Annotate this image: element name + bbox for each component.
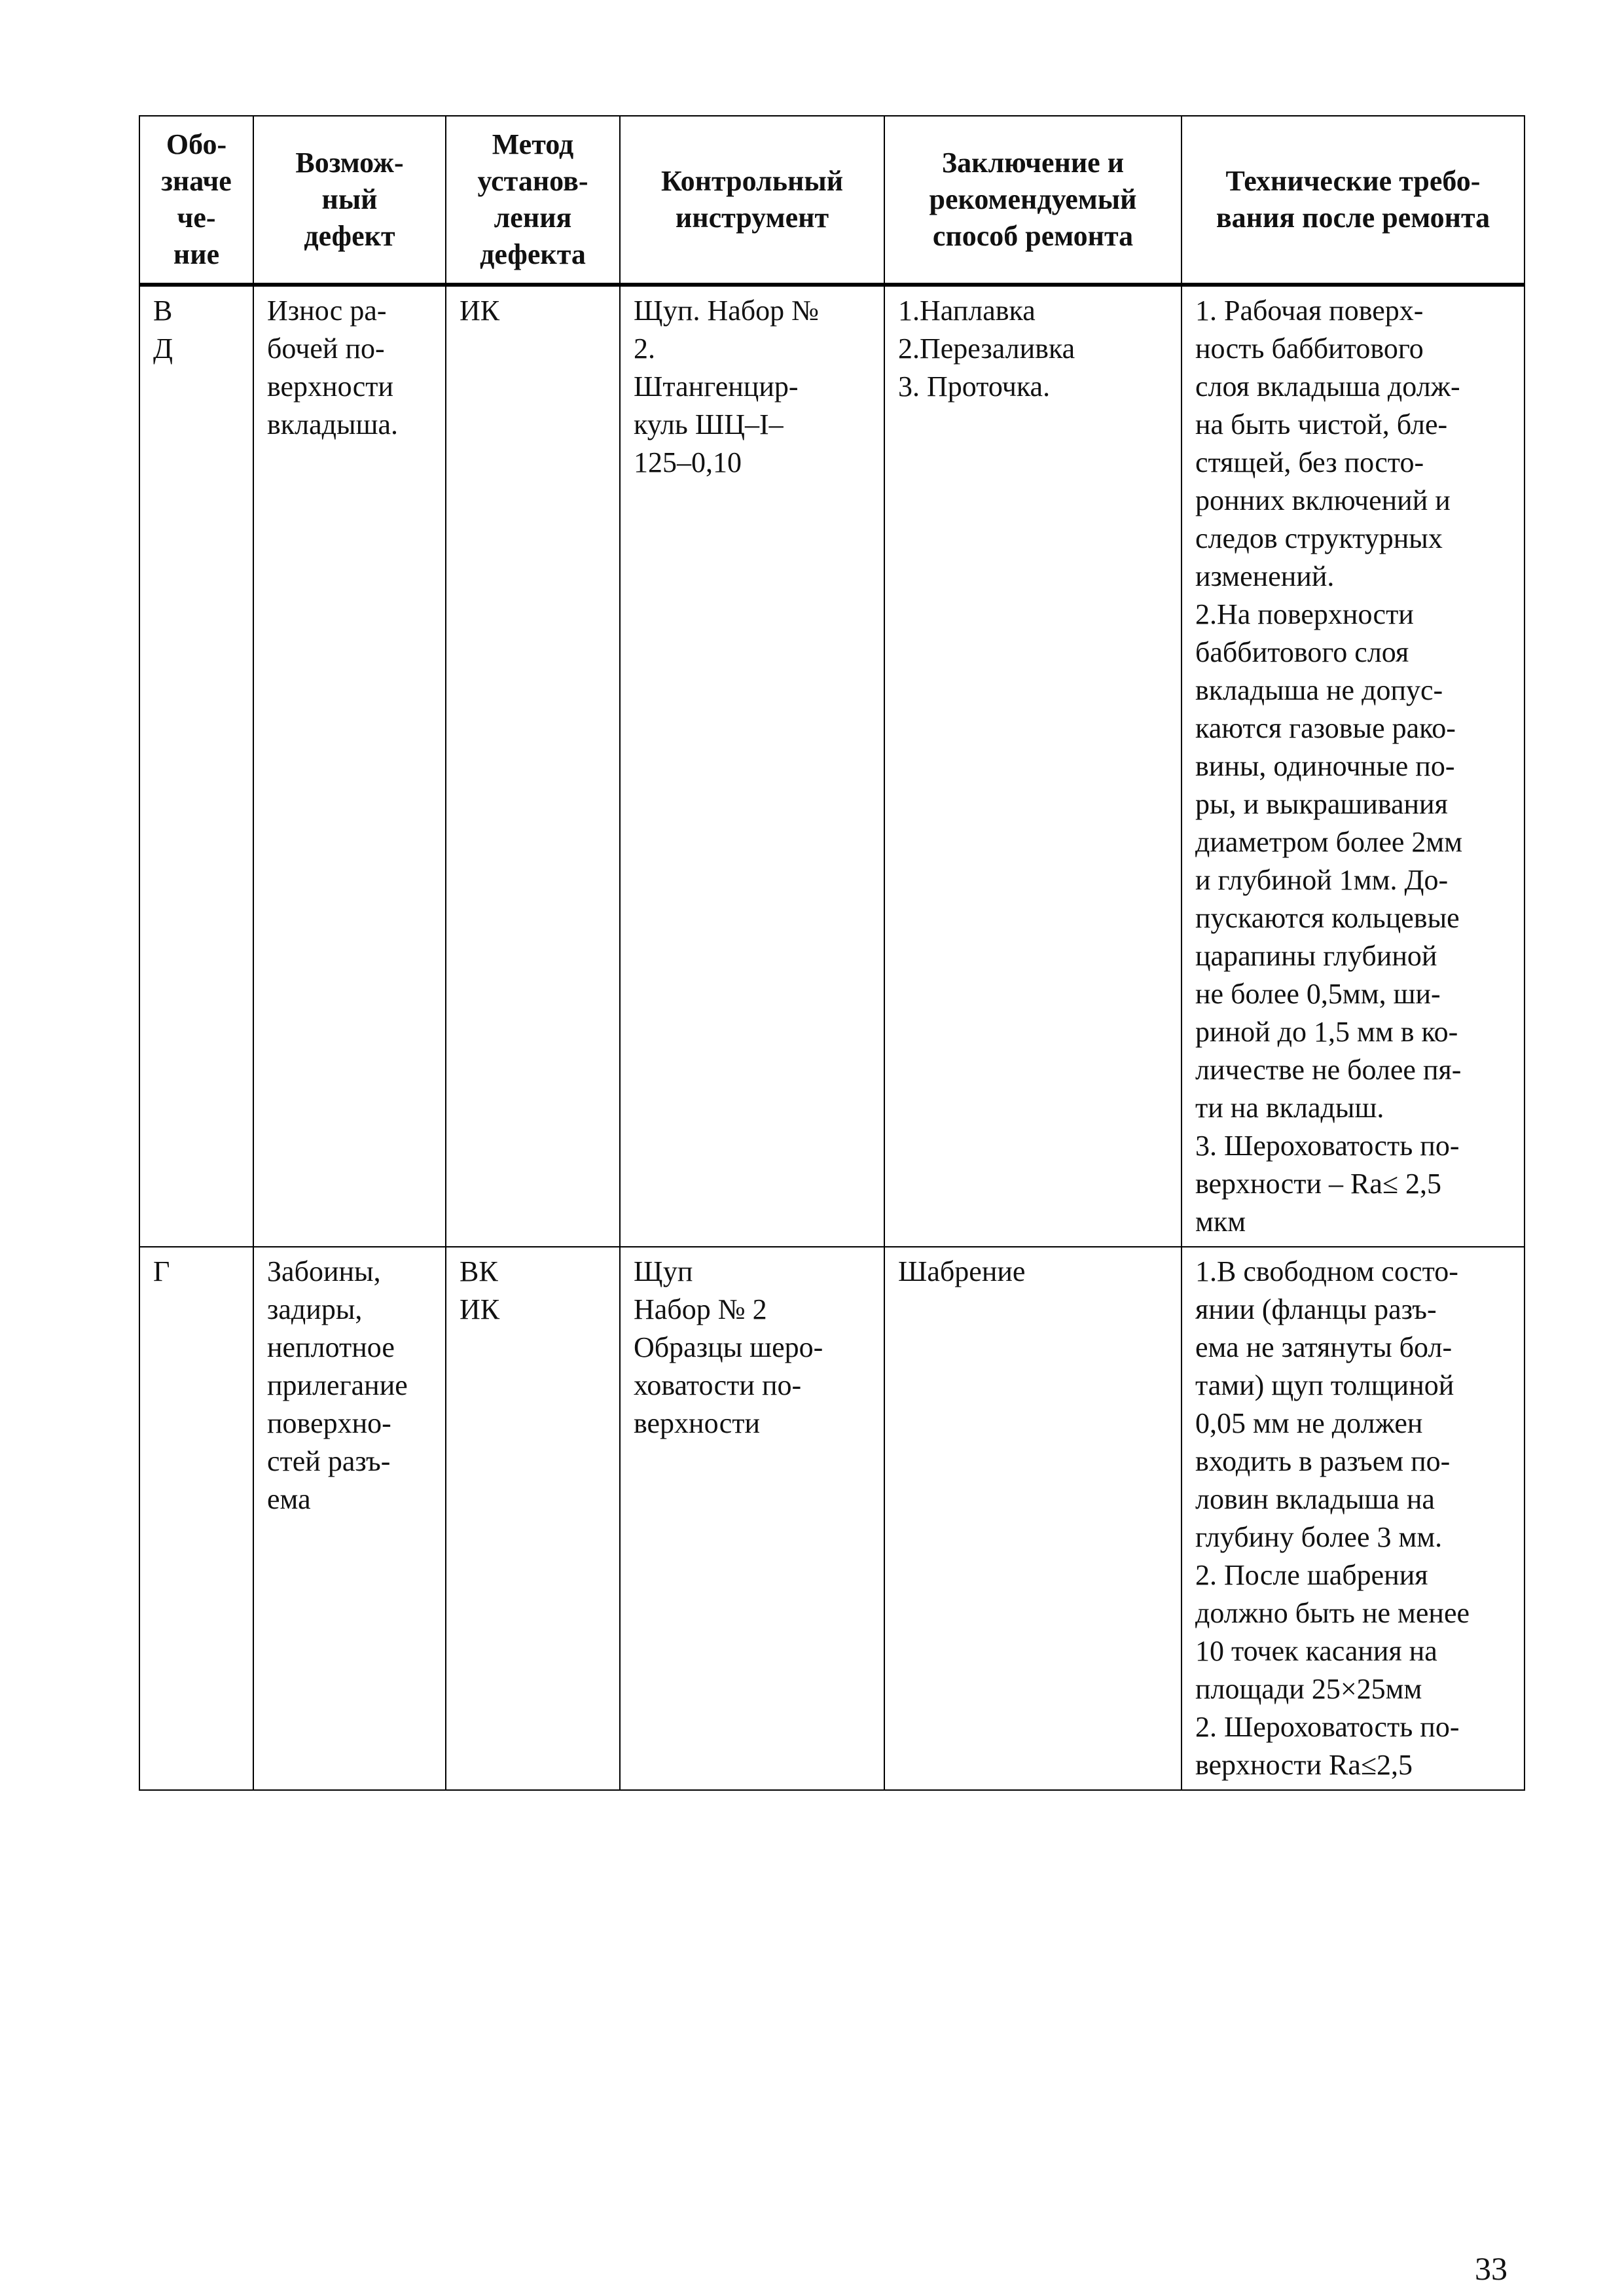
text-line: поверхно- bbox=[267, 1407, 391, 1439]
text-line: глубину более 3 мм. bbox=[1195, 1521, 1443, 1553]
header-requirements bbox=[1182, 116, 1525, 285]
text-line: неплотное bbox=[267, 1331, 395, 1363]
header-defect bbox=[253, 116, 446, 285]
text-line: верхности bbox=[634, 1407, 760, 1439]
text-line: ти на вкладыш. bbox=[1195, 1092, 1384, 1124]
text-line: входить в разъем по- bbox=[1195, 1445, 1451, 1477]
text-line: В bbox=[153, 295, 173, 327]
text-line: 3. Шероховатость по- bbox=[1195, 1130, 1460, 1162]
text-line: пускаются кольцевые bbox=[1195, 902, 1460, 934]
text-line: 1.Наплавка bbox=[898, 295, 1036, 327]
text-line: значе bbox=[161, 165, 232, 197]
text-line: ловин вкладыша на bbox=[1195, 1483, 1435, 1515]
cell-method bbox=[446, 285, 620, 1247]
text-line: 3. Проточка. bbox=[898, 370, 1051, 403]
text-line: ИК bbox=[460, 1293, 500, 1325]
text-line: ность баббитового bbox=[1195, 332, 1424, 365]
text-line: рекомендуемый bbox=[929, 183, 1137, 215]
text-line: должно быть не менее bbox=[1195, 1597, 1470, 1629]
text-line: 1. Рабочая поверх- bbox=[1195, 295, 1424, 327]
text-line: и глубиной 1мм. До- bbox=[1195, 864, 1449, 896]
text-line: Контрольный bbox=[660, 165, 844, 197]
text-line: царапины глубиной bbox=[1195, 940, 1437, 972]
text-line: че- bbox=[177, 202, 216, 234]
table-row bbox=[139, 1247, 1525, 1790]
text-line: ный bbox=[321, 183, 378, 215]
text-line: 1.В свободном состо- bbox=[1195, 1255, 1458, 1287]
text-line: 2.Перезаливка bbox=[898, 332, 1075, 365]
text-line: вины, одиночные по- bbox=[1195, 750, 1455, 782]
text-line: ховатости по- bbox=[634, 1369, 802, 1401]
text-line: 2. Шероховатость по- bbox=[1195, 1711, 1460, 1743]
text-line: слоя вкладыша долж- bbox=[1195, 370, 1460, 403]
text-line: ема не затянуты бол- bbox=[1195, 1331, 1453, 1363]
text-line: Д bbox=[153, 332, 173, 365]
text-line: Образцы шеро- bbox=[634, 1331, 823, 1363]
cell-defect bbox=[253, 1247, 446, 1790]
text-line: следов структурных bbox=[1195, 522, 1443, 554]
defects-table bbox=[139, 115, 1525, 1791]
text-line: верхности bbox=[267, 370, 393, 403]
text-line: изменений. bbox=[1195, 560, 1335, 592]
header-row bbox=[139, 116, 1525, 285]
text-line: 2.На поверхности bbox=[1195, 598, 1414, 630]
text-line: диаметром более 2мм bbox=[1195, 826, 1463, 858]
text-line: установ- bbox=[477, 165, 588, 197]
cell-method bbox=[446, 1247, 620, 1790]
text-line: площади 25×25мм bbox=[1195, 1673, 1422, 1705]
cell-defect bbox=[253, 285, 446, 1247]
text-line: на быть чистой, бле- bbox=[1195, 408, 1448, 440]
text-line: Возмож- bbox=[295, 147, 404, 179]
text-line: верхности Ra≤2,5 bbox=[1195, 1749, 1413, 1781]
cell-requirements bbox=[1182, 1247, 1525, 1790]
cell-instrument bbox=[620, 1247, 884, 1790]
header-instrument bbox=[620, 116, 884, 285]
table-row bbox=[139, 285, 1525, 1247]
text-line: бочей по- bbox=[267, 332, 385, 365]
text-line: вания после ремонта bbox=[1216, 202, 1490, 234]
text-line: ние bbox=[173, 238, 220, 270]
text-line: куль ШЦ–I– bbox=[634, 408, 784, 440]
text-line: Г bbox=[153, 1255, 170, 1287]
text-line: Забоины, bbox=[267, 1255, 381, 1287]
text-line: инструмент bbox=[675, 202, 829, 234]
cell-conclusion bbox=[884, 285, 1182, 1247]
text-line: вкладыша. bbox=[267, 408, 398, 440]
text-line: стей разъ- bbox=[267, 1445, 391, 1477]
text-line: 2. После шабрения bbox=[1195, 1559, 1428, 1591]
text-line: ронних включений и bbox=[1195, 484, 1451, 516]
text-line: ВК bbox=[460, 1255, 498, 1287]
text-line: 125–0,10 bbox=[634, 446, 742, 478]
text-line: ления bbox=[494, 202, 572, 234]
cell-conclusion bbox=[884, 1247, 1182, 1790]
text-line: янии (фланцы разъ- bbox=[1195, 1293, 1437, 1325]
text-line: личестве не более пя- bbox=[1195, 1054, 1462, 1086]
text-line: ема bbox=[267, 1483, 311, 1515]
text-line: задиры, bbox=[267, 1293, 363, 1325]
text-line: стящей, без посто- bbox=[1195, 446, 1424, 478]
text-line: прилегание bbox=[267, 1369, 408, 1401]
text-line: вкладыша не допус- bbox=[1195, 674, 1443, 706]
text-line: каются газовые рако- bbox=[1195, 712, 1456, 744]
text-line: способ ремонта bbox=[932, 220, 1134, 252]
text-line: не более 0,5мм, ши- bbox=[1195, 978, 1441, 1010]
page-number: 33 bbox=[1475, 2250, 1507, 2287]
text-line: дефекта bbox=[480, 238, 586, 270]
text-line: Шабрение bbox=[898, 1255, 1026, 1287]
text-line: Штангенцир- bbox=[634, 370, 799, 403]
text-line: Метод bbox=[492, 128, 574, 160]
text-line: дефект bbox=[304, 220, 395, 252]
text-line: Набор № 2 bbox=[634, 1293, 767, 1325]
cell-instrument bbox=[620, 285, 884, 1247]
cell-designation bbox=[139, 285, 253, 1247]
text-line: тами) щуп толщиной bbox=[1195, 1369, 1454, 1401]
header-method bbox=[446, 116, 620, 285]
text-line: 2. bbox=[634, 332, 655, 365]
text-line: ры, и выкрашивания bbox=[1195, 788, 1448, 820]
header-designation bbox=[139, 116, 253, 285]
header-conclusion bbox=[884, 116, 1182, 285]
text-line: Щуп bbox=[634, 1255, 693, 1287]
text-line: баббитового слоя bbox=[1195, 636, 1409, 668]
text-line: Износ ра- bbox=[267, 295, 387, 327]
text-line: Заключение и bbox=[941, 147, 1125, 179]
cell-designation bbox=[139, 1247, 253, 1790]
text-line: Технические требо- bbox=[1225, 165, 1481, 197]
text-line: Обо- bbox=[166, 128, 227, 160]
text-line: риной до 1,5 мм в ко- bbox=[1195, 1016, 1458, 1048]
text-line: 0,05 мм не должен bbox=[1195, 1407, 1423, 1439]
text-line: 10 точек касания на bbox=[1195, 1635, 1437, 1667]
text-line: мкм bbox=[1195, 1206, 1246, 1238]
text-line: верхности – Ra≤ 2,5 bbox=[1195, 1168, 1442, 1200]
cell-requirements bbox=[1182, 285, 1525, 1247]
text-line: ИК bbox=[460, 295, 500, 327]
text-line: Щуп. Набор № bbox=[634, 295, 820, 327]
